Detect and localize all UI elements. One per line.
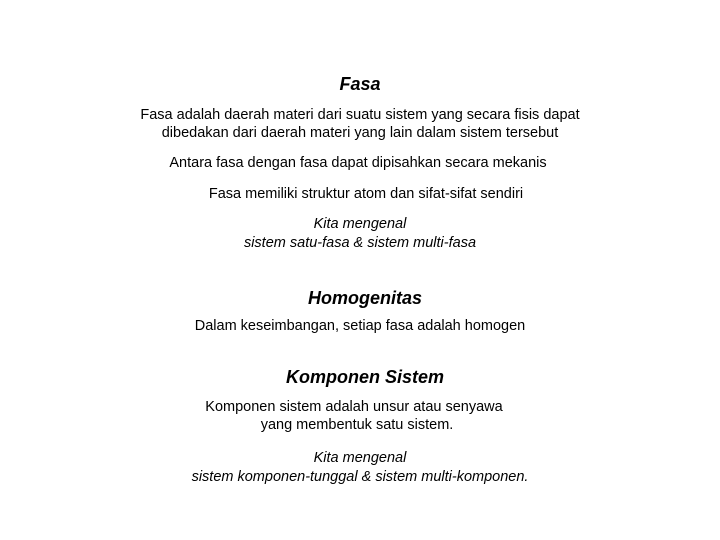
komponen-note-line-2: sistem komponen-tunggal & sistem multi-komponen. — [191, 469, 529, 485]
fasa-point-mechanical: Antara fasa dengan fasa dapat dipisahkan secara mekanis — [169, 155, 547, 171]
homogenitas-text: Dalam keseimbangan, setiap fasa adalah homogen — [194, 318, 526, 334]
fasa-definition-line-1: Fasa adalah daerah materi dari suatu sistem yang secara fisis dapat — [140, 107, 580, 123]
fasa-note-line-1: Kita mengenal — [313, 216, 407, 232]
komponen-note-line-1: Kita mengenal — [313, 450, 407, 466]
komponen-definition-line-1: Komponen sistem adalah unsur atau senyawa — [205, 399, 503, 415]
fasa-point-structure: Fasa memiliki struktur atom dan sifat-sifat sendiri — [208, 186, 524, 202]
fasa-definition-line-2: dibedakan dari daerah materi yang lain dalam sistem tersebut — [161, 125, 559, 141]
komponen-title: Komponen Sistem — [285, 367, 445, 387]
fasa-title: Fasa — [339, 74, 381, 94]
homogenitas-title: Homogenitas — [307, 288, 422, 308]
fasa-note-line-2: sistem satu-fasa & sistem multi-fasa — [243, 235, 477, 251]
komponen-definition-line-2: yang membentuk satu sistem. — [260, 417, 454, 433]
